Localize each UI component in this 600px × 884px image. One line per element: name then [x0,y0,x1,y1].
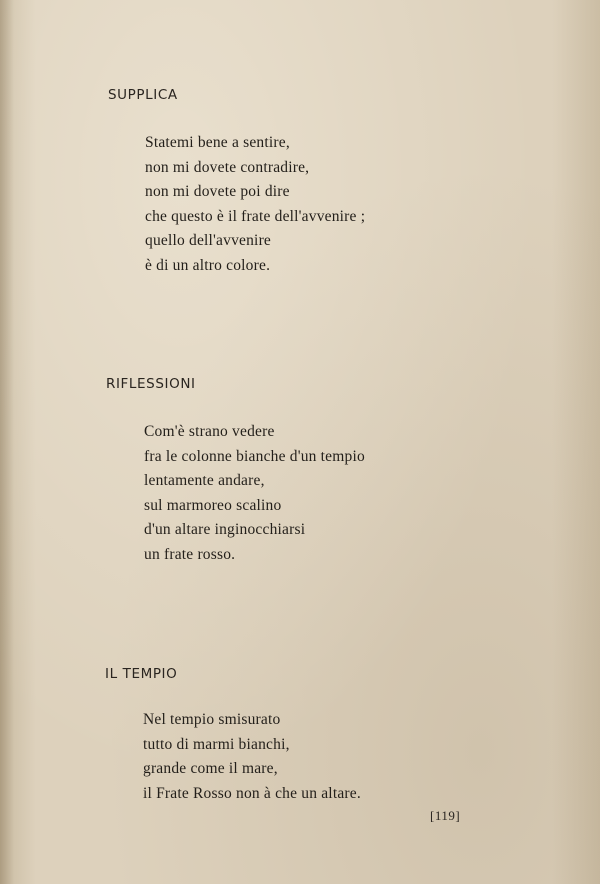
poem-line: il Frate Rosso non à che un altare. [143,784,361,802]
poem-line: Statemi bene a sentire, [145,134,290,151]
poem-line: non mi dovete contradire, [145,158,310,176]
poem-line: che questo è il frate dell'avvenire ; [145,207,366,225]
poem-riflessioni [144,420,365,567]
poem-line: Nel tempio smisurato [143,711,281,728]
poem-line: quello dell'avvenire [145,232,272,249]
poem-il-tempio [143,708,361,806]
poem-title-supplica: SUPPLICA [108,87,178,103]
poem-line: è di un altro colore. [145,256,271,274]
poem-title-riflessioni: RIFLESSIONI [106,376,196,392]
poem-line: grande come il mare, [143,760,278,777]
poem-line: tutto di marmi bianchi, [143,735,290,753]
poem-line: un frate rosso. [144,545,236,563]
poem-line: non mi dovete poi dire [145,183,290,200]
poem-line: fra le colonne bianche d'un tempio [144,447,365,465]
poem-title-il-tempio: IL TEMPIO [105,666,178,682]
page-fold-shadow [0,0,14,884]
page-number: [119] [430,808,461,823]
poem-supplica [145,131,365,278]
poem-line: sul marmoreo scalino [144,496,282,514]
poem-line: Com'è strano vedere [144,423,275,440]
poem-line: lentamente andare, [144,472,265,489]
poem-line: d'un altare inginocchiarsi [144,521,306,538]
